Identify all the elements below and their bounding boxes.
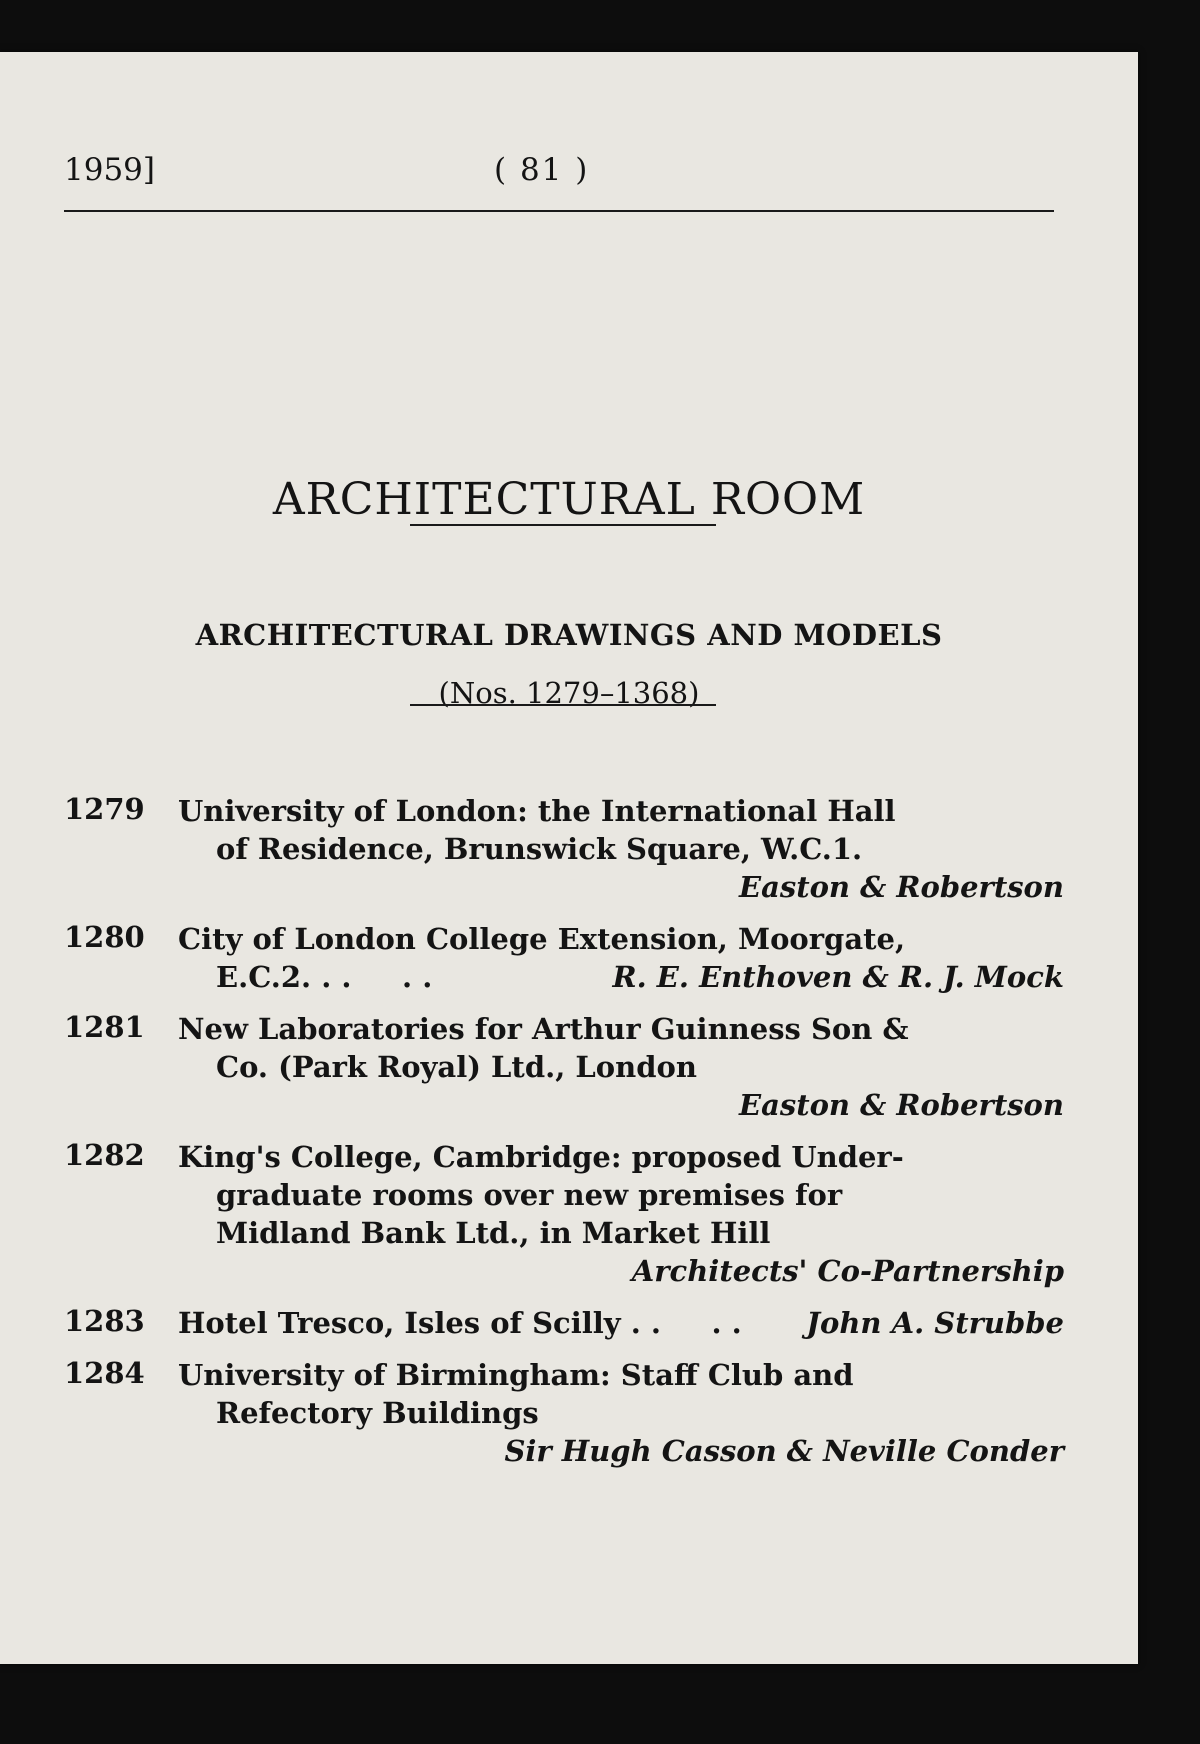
- entry-architect: Easton & Robertson: [738, 870, 1064, 904]
- description-line: of Residence, Brunswick Square, W.C.1.: [216, 832, 863, 866]
- description-line: King's College, Cambridge: proposed Under-: [178, 1140, 904, 1174]
- description-line: City of London College Extension, Moorgate,: [178, 922, 906, 956]
- entry-architect: Sir Hugh Casson & Neville Conder: [504, 1434, 1064, 1468]
- description-line: Refectory Buildings: [216, 1396, 539, 1430]
- entry-description: [178, 1356, 950, 1432]
- entry-architect: R. E. Enthoven & R. J. Mock: [612, 960, 1064, 994]
- entry-number: 1283: [64, 1304, 145, 1338]
- entry-1281: [64, 1010, 1064, 1124]
- entry-number: 1282: [64, 1138, 145, 1172]
- entry-number: 1281: [64, 1010, 145, 1044]
- description-line: graduate rooms over new premises for: [216, 1178, 843, 1212]
- description-line: New Laboratories for Arthur Guinness Son &: [178, 1012, 909, 1046]
- running-head: [64, 152, 1054, 202]
- entry-description: [178, 920, 950, 958]
- entry-number: 1284: [64, 1356, 145, 1390]
- section-subtitle: ARCHITECTURAL DRAWINGS AND MODELS: [195, 618, 943, 652]
- running-head-year: 1959]: [64, 152, 155, 188]
- description-line: Hotel Tresco, Isles of Scilly . . . .: [178, 1306, 742, 1340]
- entry-architect: John A. Strubbe: [806, 1306, 1064, 1340]
- entry-list: [64, 792, 1064, 1484]
- entry-description: [178, 1138, 950, 1252]
- entry-1282: [64, 1138, 1064, 1290]
- entry-inline-row: [178, 958, 1064, 996]
- entry-1283: [64, 1304, 1064, 1342]
- entry-architect: Architects' Co-Partnership: [631, 1254, 1064, 1288]
- description-line: Midland Bank Ltd., in Market Hill: [216, 1216, 771, 1250]
- entry-description: [178, 1010, 950, 1086]
- page-number: ( 81 ): [494, 152, 590, 188]
- entry-1284: [64, 1356, 1064, 1470]
- entry-1280: [64, 920, 1064, 996]
- title-rule: [410, 524, 716, 526]
- subtitle-rule: [410, 704, 716, 706]
- section-title: ARCHITECTURAL ROOM: [272, 474, 866, 525]
- entry-description: [178, 792, 950, 868]
- catalogue-number-range: (Nos. 1279–1368): [438, 676, 700, 710]
- header-rule: [64, 210, 1054, 212]
- description-line: Co. (Park Royal) Ltd., London: [216, 1050, 697, 1084]
- entry-number: 1279: [64, 792, 145, 826]
- entry-architect: Easton & Robertson: [738, 1088, 1064, 1122]
- entry-1279: [64, 792, 1064, 906]
- description-line: University of London: the International Hall: [178, 794, 896, 828]
- catalogue-page: [0, 52, 1138, 1664]
- description-line: University of Birmingham: Staff Club and: [178, 1358, 854, 1392]
- entry-inline-row: [178, 1304, 1064, 1342]
- entry-number: 1280: [64, 920, 145, 954]
- description-line: E.C.2. . . . .: [216, 960, 433, 994]
